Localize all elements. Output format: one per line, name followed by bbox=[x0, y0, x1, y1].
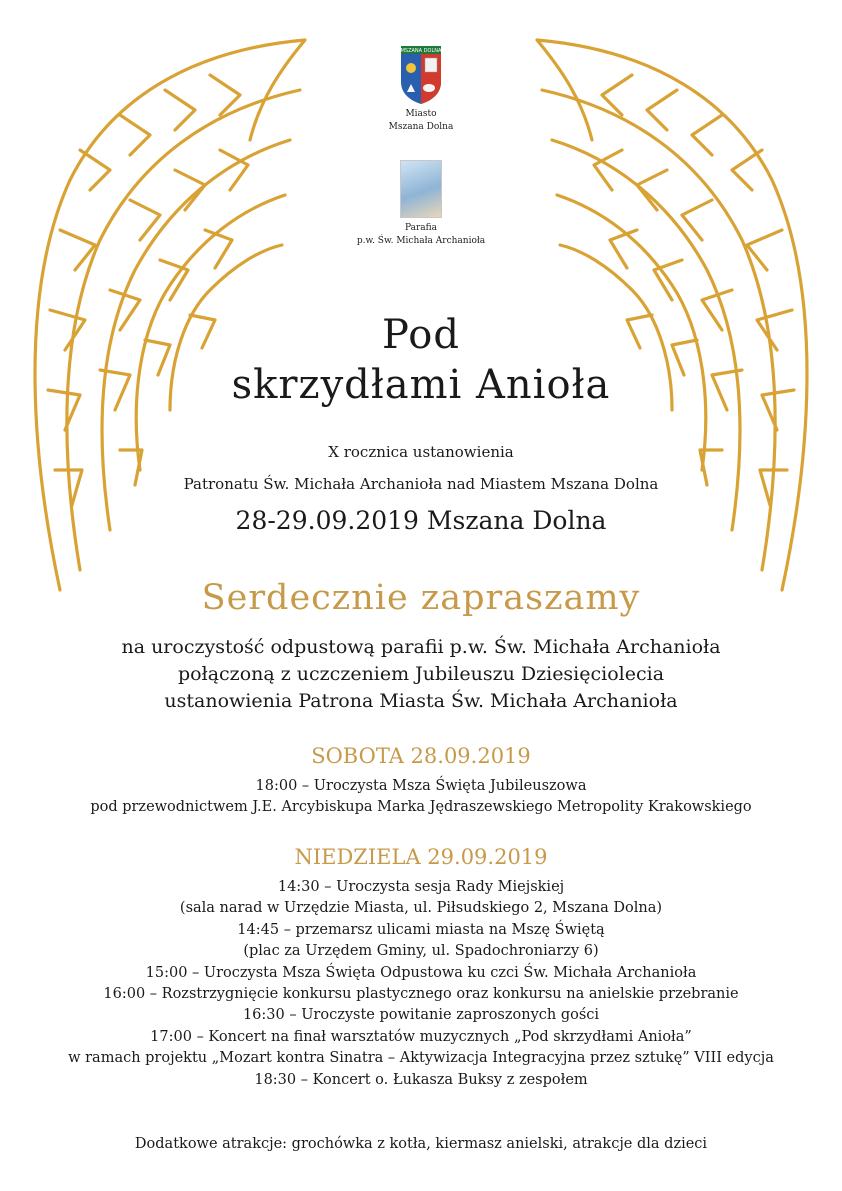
program-line: 14:45 – przemarsz ulicami miasta na Mszę Świętą bbox=[237, 921, 605, 938]
program-line: 16:30 – Uroczyste powitanie zaproszonych gości bbox=[242, 1007, 600, 1024]
extra-attractions: Dodatkowe atrakcje: grochówka z kotła, kiermasz anielski, atrakcje dla dzieci bbox=[134, 1136, 708, 1152]
program-line: 16:00 – Rozstrzygnięcie konkursu plastycznego oraz konkursu na anielskie przebranie bbox=[103, 986, 739, 1003]
saturday-heading: SOBOTA 28.09.2019 bbox=[311, 744, 531, 768]
program-line: 14:30 – Uroczysta sesja Rady Miejskiej bbox=[277, 879, 565, 895]
crest-label: MSZANA DOLNA bbox=[401, 48, 441, 54]
parish-caption-1: Parafia bbox=[404, 223, 438, 233]
subtitle-line-2: Patronatu Św. Michała Archanioła nad Miastem Mszana Dolna bbox=[183, 475, 659, 493]
saturday-program bbox=[0, 776, 842, 819]
sunday-program bbox=[0, 877, 842, 1091]
archangel-image-icon bbox=[400, 160, 442, 218]
event-date-place: 28-29.09.2019 Mszana Dolna bbox=[235, 506, 607, 535]
subtitle bbox=[0, 436, 842, 500]
program-line: 18:00 – Uroczysta Msza Święta Jubileuszowa bbox=[255, 778, 587, 794]
invitation-line: ustanowienia Patrona Miasta Św. Michała Archanioła bbox=[164, 690, 678, 712]
invitation-line: połączoną z uczczeniem Jubileuszu Dziesięciolecia bbox=[177, 663, 665, 685]
program-line: w ramach projektu „Mozart kontra Sinatra – Aktywizacja Integracyjna przez sztukę” VIII edycja bbox=[68, 1050, 774, 1067]
program-line: (plac za Urzędem Gminy, ul. Spadochroniarzy 6) bbox=[243, 943, 599, 960]
town-caption-2: Mszana Dolna bbox=[388, 122, 454, 132]
town-crest-icon bbox=[401, 46, 441, 104]
page-title bbox=[0, 310, 842, 410]
program-line: 17:00 – Koncert na finał warsztatów muzycznych „Pod skrzydłami Anioła” bbox=[150, 1028, 692, 1045]
parish-caption-2: p.w. Św. Michała Archanioła bbox=[356, 236, 486, 246]
program-line: pod przewodnictwem J.E. Arcybiskupa Marka Jędraszewskiego Metropolity Krakowskiego bbox=[90, 799, 752, 816]
town-logo bbox=[0, 46, 842, 134]
invitation-text bbox=[0, 634, 842, 715]
parish-logo bbox=[0, 160, 842, 248]
subtitle-line-1: X rocznica ustanowienia bbox=[328, 443, 514, 461]
town-caption-1: Miasto bbox=[405, 109, 437, 119]
title-line-2: skrzydłami Anioła bbox=[231, 362, 611, 408]
program-line: 18:30 – Koncert o. Łukasza Buksy z zespołem bbox=[254, 1071, 588, 1088]
program-line: 15:00 – Uroczysta Msza Święta Odpustowa ku czci Św. Michała Archanioła bbox=[145, 964, 697, 981]
title-line-1: Pod bbox=[382, 312, 460, 358]
program-line: (sala narad w Urzędzie Miasta, ul. Piłsudskiego 2, Mszana Dolna) bbox=[179, 900, 663, 917]
invitation-heading: Serdecznie zapraszamy bbox=[201, 578, 641, 618]
invitation-line: na uroczystość odpustową parafii p.w. Św. Michała Archanioła bbox=[121, 636, 721, 658]
sunday-heading: NIEDZIELA 29.09.2019 bbox=[294, 845, 548, 869]
